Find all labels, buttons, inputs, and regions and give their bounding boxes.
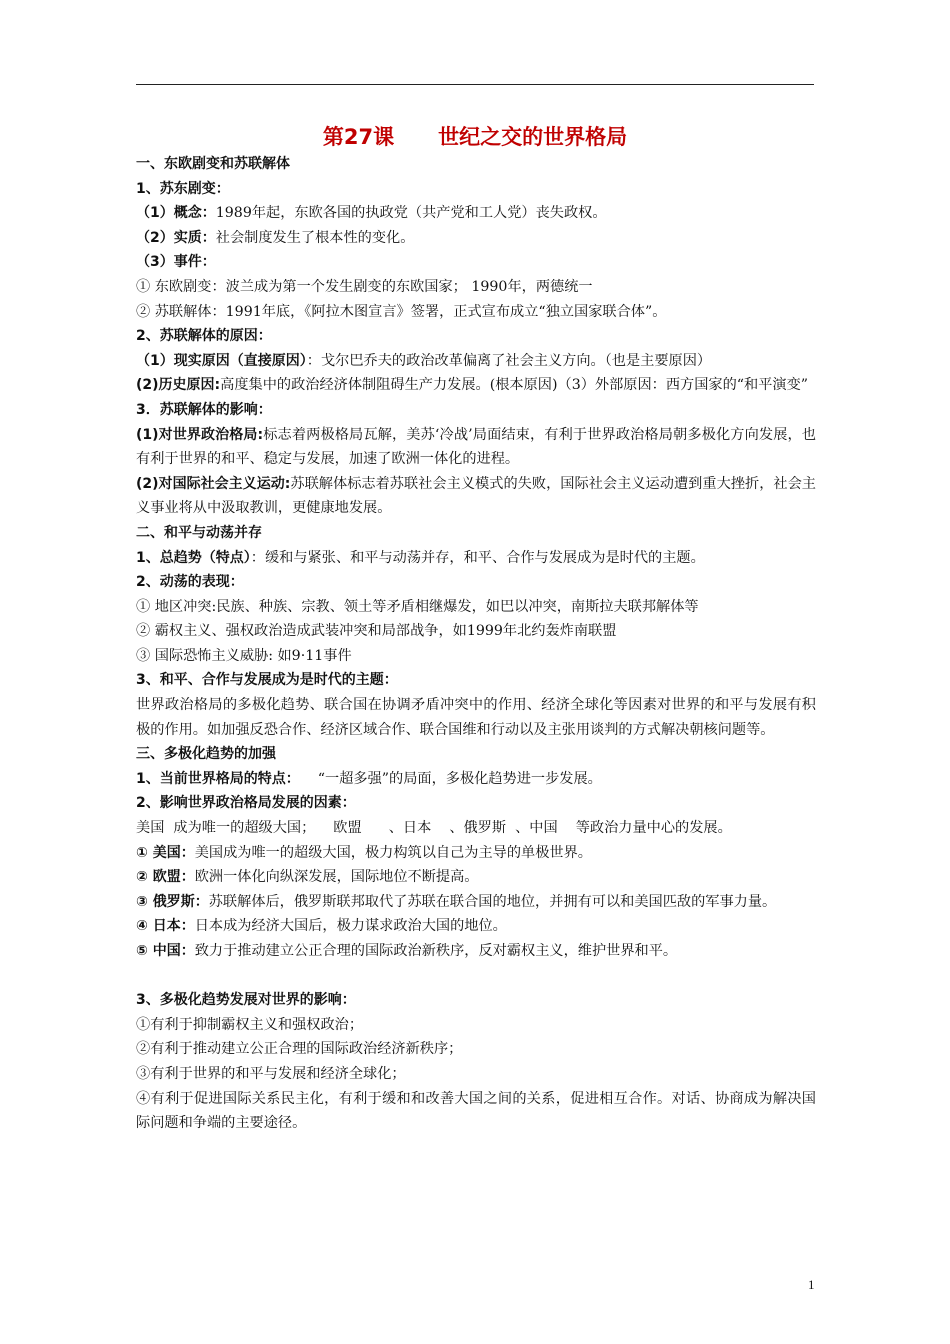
text: 标志着两极格局瓦解，美苏‘冷战’局面结束，有利于世界政治格局朝多极化方向发展，也有利于世界的和平、稳定与发展，加速了欧洲一体化的进程。 — [136, 426, 816, 468]
text: 高度集中的政治经济体制阻碍生产力发展。(根本原因)（3）外部原因：西方国家的“和平演变” — [220, 377, 809, 394]
label: （3）事件： — [136, 254, 216, 271]
subheading: 3、和平、合作与发展成为是时代的主题： — [136, 672, 398, 689]
page-title — [136, 122, 814, 152]
lesson-number: 第27课 — [322, 125, 395, 149]
label: ⑤ 中国： — [136, 943, 195, 959]
subheading: 3．苏联解体的影响： — [136, 401, 272, 418]
label: ④ 日本： — [136, 918, 195, 935]
subheading: 2、苏联解体的原因： — [136, 328, 272, 345]
paragraph — [136, 373, 816, 398]
label: (1)对世界政治格局: — [136, 426, 264, 443]
label: ② 欧盟： — [136, 869, 195, 886]
label: (2)历史原因: — [136, 377, 221, 394]
label: （2）实质： — [136, 229, 216, 246]
label: ① 美国： — [136, 844, 195, 861]
list-item: ③ 国际恐怖主义威胁: 如9·11事件 — [136, 647, 352, 664]
label: （1）概念： — [136, 205, 216, 222]
blank-line — [136, 964, 816, 989]
list-item: ② 苏联解体：1991年底，《阿拉木图宣言》签署，正式宣布成立“独立国家联合体”。 — [136, 303, 667, 320]
section-heading-1: 一、东欧剧变和苏联解体 — [136, 156, 290, 172]
text: 苏联解体标志着苏联社会主义模式的失败，国际社会主义运动遭到重大挫折，社会主义事业将从中汲取教训，更健康地发展。 — [136, 475, 816, 517]
section-heading-3: 三、多极化趋势的加强 — [136, 746, 276, 763]
list-item — [136, 939, 816, 964]
label: （1）现实原因（直接原因） — [136, 352, 307, 369]
text: 苏联解体后，俄罗斯联邦取代了苏联在联合国的地位，并拥有可以和美国匹敌的军事力量。 — [208, 893, 777, 910]
text: 致力于推动建立公正合理的国际政治新秩序，反对霸权主义，维护世界和平。 — [194, 943, 678, 959]
paragraph: 美国 成为唯一的超级大国； 欧盟 、日本 、俄罗斯 、中国 等政治力量中心的发展。 — [136, 820, 732, 837]
text: 日本成为经济大国后，极力谋求政治大国的地位。 — [194, 918, 507, 935]
list-item — [136, 890, 816, 915]
label: (2)对国际社会主义运动: — [136, 475, 291, 492]
text: ：缓和与紧张、和平与动荡并存，和平、合作与发展成为是时代的主题。 — [250, 549, 705, 566]
text: 1989年起，东欧各国的执政党（共产党和工人党）丧失政权。 — [215, 205, 607, 222]
subheading: 2、影响世界政治格局发展的因素： — [136, 795, 356, 812]
paragraph — [136, 546, 816, 571]
header-rule — [136, 84, 814, 85]
subheading: 2、动荡的表现： — [136, 574, 244, 591]
text: 欧洲一体化向纵深发展，国际地位不断提高。 — [194, 869, 479, 886]
list-item: ③有利于世界的和平与发展和经济全球化； — [136, 1065, 406, 1082]
section-heading-2: 二、和平与动荡并存 — [136, 524, 262, 541]
list-item — [136, 914, 816, 939]
list-item: ②有利于推动建立公正合理的国际政治经济新秩序； — [136, 1041, 463, 1058]
paragraph — [136, 423, 816, 472]
text: 社会制度发生了根本性的变化。 — [215, 229, 415, 246]
document-body — [136, 152, 816, 1136]
list-item: ② 霸权主义、强权政治造成武装冲突和局部战争，如1999年北约轰炸南联盟 — [136, 623, 617, 640]
page-number: 1 — [808, 1277, 815, 1292]
list-item: ① 东欧剧变：波兰成为第一个发生剧变的东欧国家； 1990年，两德统一 — [136, 278, 593, 295]
label: 1、总趋势（特点） — [136, 549, 251, 566]
text: “一超多强”的局面，多极化趋势进一步发展。 — [299, 770, 602, 787]
paragraph — [136, 349, 816, 374]
paragraph — [136, 472, 816, 521]
text: 美国成为唯一的超级大国，极力构筑以自己为主导的单极世界。 — [194, 844, 592, 861]
label: ③ 俄罗斯： — [136, 893, 209, 910]
subheading: 3、多极化趋势发展对世界的影响： — [136, 992, 356, 1009]
paragraph — [136, 767, 816, 792]
lesson-topic: 世纪之交的世界格局 — [438, 125, 628, 149]
list-item — [136, 865, 816, 890]
list-item: ① 地区冲突:民族、种族、宗教、领土等矛盾相继爆发，如巴以冲突，南斯拉夫联邦解体等 — [136, 598, 699, 615]
paragraph — [136, 201, 816, 226]
text: ：戈尔巴乔夫的政治改革偏离了社会主义方向。（也是主要原因） — [306, 352, 712, 369]
paragraph — [136, 226, 816, 251]
list-item: ④有利于促进国际关系民主化，有利于缓和和改善大国之间的关系，促进相互合作。对话、协商成为解决国际问题和争端的主要途径。 — [136, 1090, 816, 1132]
label: 1、当前世界格局的特点： — [136, 770, 300, 787]
paragraph: 世界政治格局的多极化趋势、联合国在协调矛盾冲突中的作用、经济全球化等因素对世界的和平与发展有积极的作用。如加强反恐合作、经济区域合作、联合国维和行动以及主张用谈判的方式解决朝核问题等。 — [136, 697, 816, 738]
subheading: 1、苏东剧变： — [136, 180, 230, 197]
list-item — [136, 841, 816, 866]
list-item: ①有利于抑制霸权主义和强权政治； — [136, 1016, 364, 1033]
